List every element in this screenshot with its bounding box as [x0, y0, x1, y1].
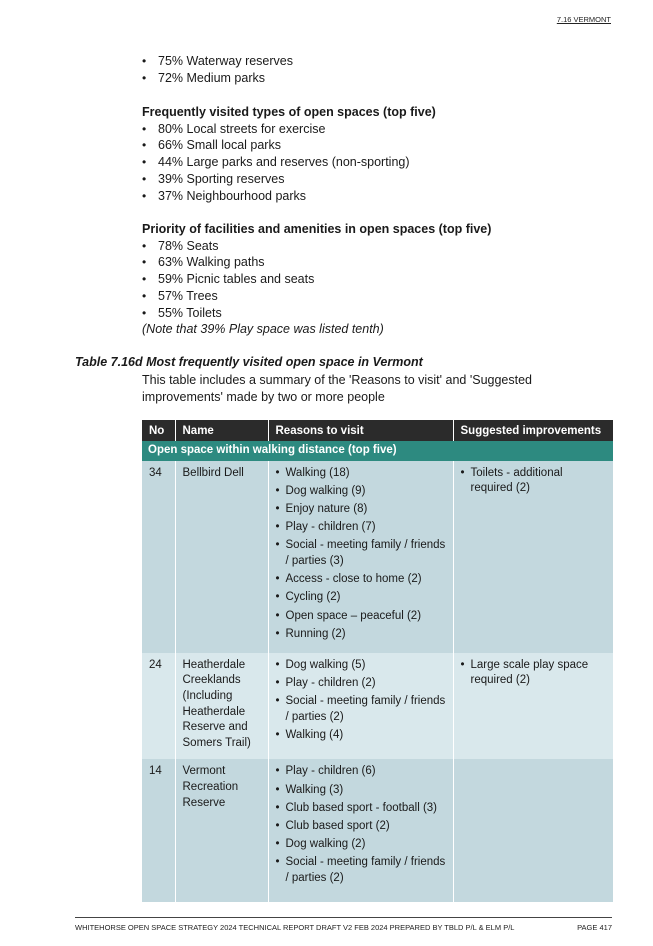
cell-name: Heatherdale Creeklands (Including Heatherdale Reserve and Somers Trail) — [175, 653, 268, 760]
list-item: • Walking (4) — [276, 728, 447, 744]
list-item: • Play - children (6) — [276, 764, 447, 780]
cell-no: 24 — [142, 653, 175, 760]
cell-improvements — [453, 759, 613, 902]
footer-text: WHITEHORSE OPEN SPACE STRATEGY 2024 TECHNICAL REPORT DRAFT V2 FEB 2024 PREPARED BY TBLD P/L & ELM P/L — [75, 923, 515, 932]
list-item: • 44% Large parks and reserves (non-sporting) — [142, 154, 612, 171]
list-item: • 63% Walking paths — [142, 254, 612, 271]
table-row — [142, 759, 613, 902]
list-item: • Dog walking (5) — [276, 658, 447, 674]
list-item: • Access - close to home (2) — [276, 572, 447, 588]
header-reasons: Reasons to visit — [268, 420, 453, 441]
table-caption: Table 7.16d Most frequently visited open space in Vermont — [75, 355, 423, 369]
page-footer — [75, 923, 612, 932]
list-item: • Social - meeting family / friends / parties (2) — [276, 694, 447, 725]
list-item: • 78% Seats — [142, 238, 612, 255]
list-item: • Walking (3) — [276, 783, 447, 799]
list-item: • Walking (18) — [276, 466, 447, 482]
visited-types-block — [142, 104, 612, 204]
table-row — [142, 653, 613, 760]
list-item: • Toilets - additional required (2) — [461, 466, 608, 497]
table-row — [142, 461, 613, 653]
list-item: • Cycling (2) — [276, 590, 447, 606]
cell-no: 14 — [142, 759, 175, 902]
header-improvements: Suggested improvements — [453, 420, 613, 441]
list-item: • 72% Medium parks — [142, 70, 612, 87]
page-number: PAGE 417 — [577, 923, 612, 932]
list-item: • 59% Picnic tables and seats — [142, 271, 612, 288]
section-label: Open space within walking distance (top five) — [142, 441, 613, 461]
list-item: • Dog walking (9) — [276, 484, 447, 500]
list-item: • Social - meeting family / friends / parties (2) — [276, 855, 447, 886]
list-item: • 75% Waterway reserves — [142, 53, 612, 70]
list-item: • Enjoy nature (8) — [276, 502, 447, 518]
table-header-row — [142, 420, 613, 441]
list-item: • Club based sport - football (3) — [276, 801, 447, 817]
list-item: • 66% Small local parks — [142, 137, 612, 154]
list-item: • 80% Local streets for exercise — [142, 121, 612, 138]
list-item: • 55% Toilets — [142, 305, 612, 322]
running-head[interactable]: 7.16 VERMONT — [556, 15, 611, 24]
facilities-block — [142, 221, 612, 338]
cell-improvements — [453, 461, 613, 653]
footer-divider — [75, 917, 612, 918]
cell-name: Vermont Recreation Reserve — [175, 759, 268, 902]
list-item: • Large scale play space required (2) — [461, 658, 608, 689]
section-heading: Frequently visited types of open spaces (top five) — [142, 105, 436, 119]
list-item: • Running (2) — [276, 627, 447, 643]
facilities-note: (Note that 39% Play space was listed tenth) — [142, 322, 384, 337]
list-item: • Social - meeting family / friends / parties (3) — [276, 538, 447, 569]
cell-no: 34 — [142, 461, 175, 653]
header-name: Name — [175, 420, 268, 441]
list-item: • 57% Trees — [142, 288, 612, 305]
cell-name: Bellbird Dell — [175, 461, 268, 653]
section-heading: Priority of facilities and amenities in open spaces (top five) — [142, 222, 492, 236]
cell-reasons — [268, 461, 453, 653]
list-item: • 39% Sporting reserves — [142, 171, 612, 188]
table-intro: This table includes a summary of the 'Reasons to visit' and 'Suggested improvements' made by two or more people — [142, 373, 533, 404]
cell-improvements — [453, 653, 613, 760]
list-item: • Dog walking (2) — [276, 837, 447, 853]
list-item: • Open space – peaceful (2) — [276, 609, 447, 625]
list-item: • Play - children (2) — [276, 676, 447, 692]
intro-bullets-block — [142, 53, 612, 86]
cell-reasons — [268, 653, 453, 760]
table-section-row — [142, 441, 613, 461]
open-space-table — [142, 420, 613, 902]
header-no: No — [142, 420, 175, 441]
list-item: • Club based sport (2) — [276, 819, 447, 835]
cell-reasons — [268, 759, 453, 902]
list-item: • 37% Neighbourhood parks — [142, 188, 612, 205]
list-item: • Play - children (7) — [276, 520, 447, 536]
